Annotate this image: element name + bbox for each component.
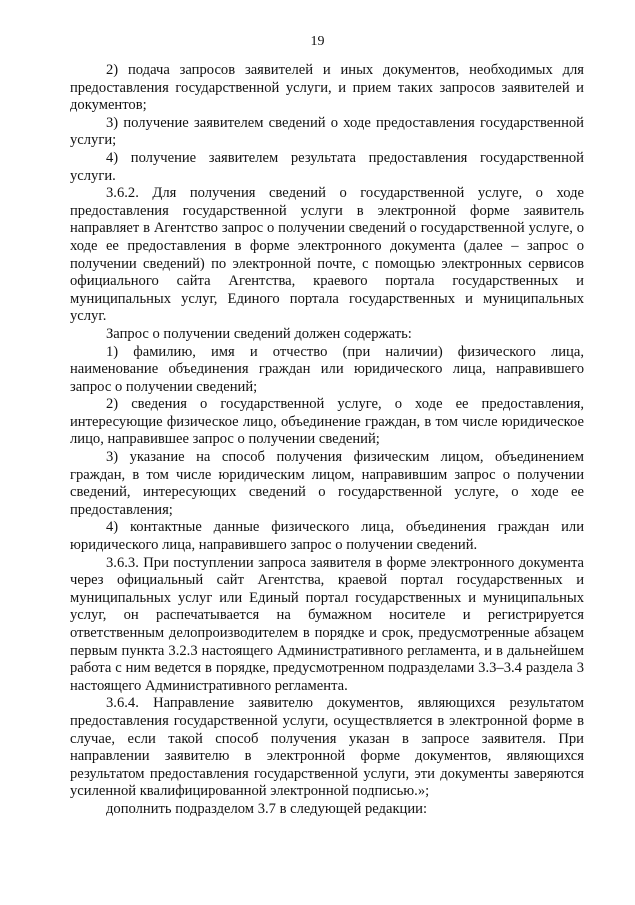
document-body: [70, 62, 584, 819]
paragraph-request-item-3: 3) указание на способ получения физическим лицом, объединением граждан, в том числе юридическим лицом, направившим запрос о получении сведений, интересующих сведений о государственной услуге, о ходе ее предоставления;: [70, 449, 584, 518]
paragraph-request-contents: Запрос о получении сведений должен содержать:: [106, 325, 412, 342]
paragraph-request-item-1: 1) фамилию, имя и отчество (при наличии) физического лица, наименование объединения граждан или юридического лица, направившего запрос о получении сведений;: [70, 343, 584, 395]
paragraph-request-item-4: 4) контактные данные физического лица, объединения граждан или юридического лица, направившего запрос о получении сведений.: [70, 519, 584, 554]
paragraph-3-6-4: 3.6.4. Направление заявителю документов, являющихся результатом предоставления государственной услуги, осуществляется в электронной форме в случае, если такой способ получения указан в запросе заявителя. При направлении заявителю в электронной форме документов, являющихся результатом предоставления государственной услуги, эти документы заверяются усиленной квалифицированной электронной подписью.»;: [70, 695, 584, 800]
page-number: 19: [310, 34, 325, 49]
paragraph-item-4: 4) получение заявителем результата предоставления государственной услуги.: [70, 149, 584, 184]
paragraph-item-3: 3) получение заявителем сведений о ходе предоставления государственной услуги;: [70, 114, 584, 149]
paragraph-addition-3-7: дополнить подразделом 3.7 в следующей редакции:: [106, 800, 428, 817]
paragraph-item-2: 2) подача запросов заявителей и иных документов, необходимых для предоставления государственной услуги, и прием таких запросов заявителей и документов;: [70, 62, 584, 114]
paragraph-request-item-2: 2) сведения о государственной услуге, о ходе ее предоставления, интересующие физическое лицо, объединение граждан, в том числе юридическое лицо, направившее запрос о получении сведений;: [70, 396, 584, 448]
paragraph-3-6-2: 3.6.2. Для получения сведений о государственной услуге, о ходе предоставления государственной услуги в электронной форме заявитель направляет в Агентство запрос о получении сведений о государственной услуге, о ходе ее предоставления в форме электронного документа (далее – запрос о получении сведений) по электронной почте, с помощью электронных сервисов официального сайта Агентства, краевого портала государственных и муниципальных услуг, Единого портала государственных и муниципальных услуг.: [70, 185, 584, 325]
paragraph-3-6-3: 3.6.3. При поступлении запроса заявителя в форме электронного документа через официальный сайт Агентства, краевой портал государственных и муниципальных услуг или Единый портал государственных и муниципальных услуг, он распечатывается на бумажном носителе и регистрируется ответственным делопроизводителем в порядке и срок, предусмотренные абзацем первым пункта 3.2.3 настоящего Административного регламента, и в дальнейшем работа с ним ведется в порядке, предусмотренном подразделами 3.3–3.4 раздела 3 настоящего Административного регламента.: [70, 554, 584, 694]
